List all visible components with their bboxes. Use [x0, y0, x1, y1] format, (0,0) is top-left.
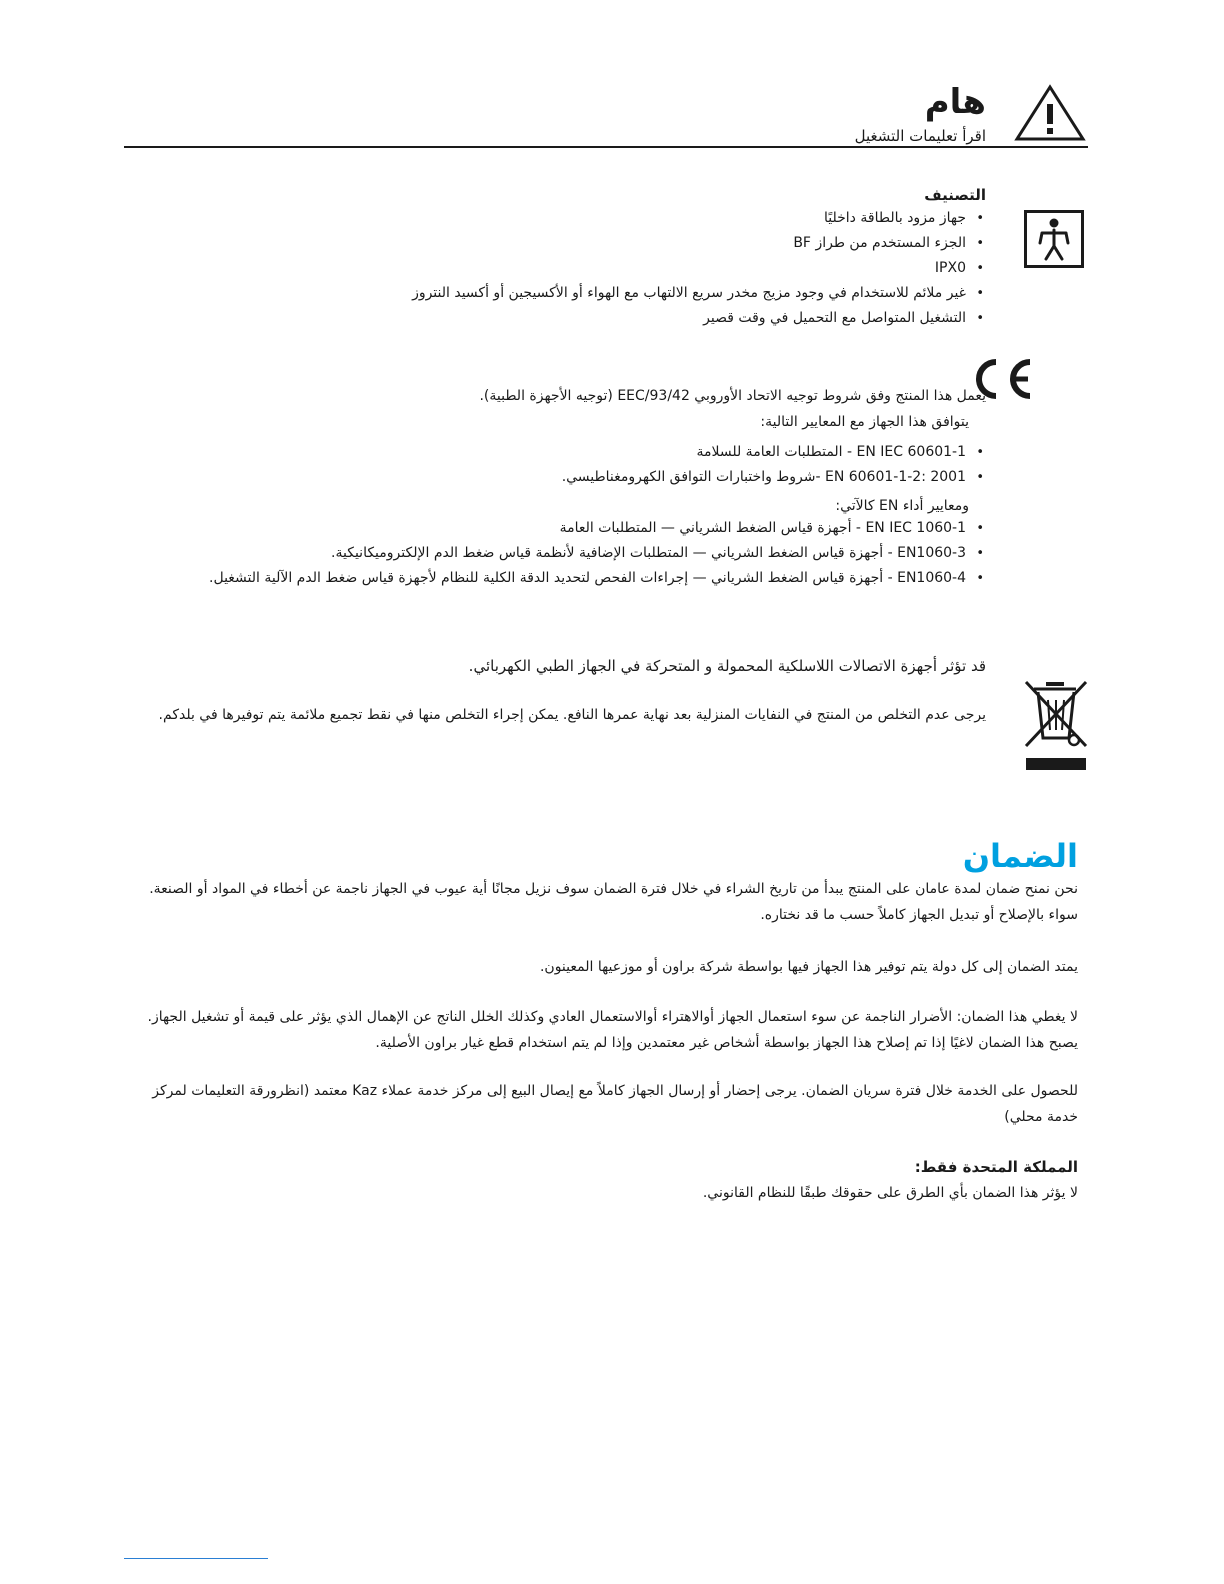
type-bf-applied-part-icon — [1024, 210, 1084, 268]
warranty-paragraph: نحن نمنح ضمان لمدة عامان على المنتج يبدأ من تاريخ الشراء في خلال فترة الضمان سوف نزيل مجانًا أية عيوب في الجهاز ناجمة عن أخطاء في المواد أو الصنعة. سواء بالإصلاح أو تبديل الجهاز كاملاً حسب ما قد نختاره. — [149, 881, 1078, 923]
list-item: • IPX0 — [266, 256, 986, 281]
warranty-paragraph: يمتد الضمان إلى كل دولة يتم توفير هذا الجهاز فيها بواسطة شركة براون أو موزعيها المعينون. — [539, 959, 1078, 975]
list-item: • EN1060-3 - أجهزة قياس الضغط الشرياني — المتطلبات الإضافية لأنظمة قياس ضغط الدم الإلكتروميكانيكية. — [126, 541, 986, 566]
performance-standards-list — [126, 516, 986, 591]
page-title: هام — [924, 82, 986, 122]
disposal-text: يرجى عدم التخلص من المنتج في النفايات المنزلية بعد نهاية عمرها النافع. يمكن إجراء التخلص منها في نقط تجميع ملائمة يتم توفيرها في بلدكم. — [158, 707, 986, 723]
footer-divider — [124, 1558, 268, 1559]
performance-intro: ومعايير أداء EN كالآتي: — [835, 498, 969, 514]
classification-list — [266, 206, 986, 331]
list-item: • جهاز مزود بالطاقة داخليًا — [266, 206, 986, 231]
list-item: • الجزء المستخدم من طراز BF — [266, 231, 986, 256]
page-subtitle: اقرأ تعليمات التشغيل — [854, 127, 986, 145]
classification-section — [266, 184, 986, 331]
ce-directive-text: يعمل هذا المنتج وفق شروط توجيه الاتحاد الأوروبي EEC/93/42 (توجيه الأجهزة الطبية). — [479, 388, 986, 404]
wireless-warning: قد تؤثر أجهزة الاتصالات اللاسلكية المحمولة و المتحركة في الجهاز الطبي الكهربائي. — [468, 657, 986, 675]
list-item: • EN 60601-1-2: 2001 -شروط واختبارات التوافق الكهرومغناطيسي. — [126, 465, 986, 490]
warranty-title: الضمان — [962, 837, 1078, 875]
list-item: • التشغيل المتواصل مع التحميل في وقت قصير — [266, 306, 986, 331]
classification-title: التصنيف — [924, 186, 986, 204]
list-item: • EN1060-4 - أجهزة قياس الضغط الشرياني — إجراءات الفحص لتحديد الدقة الكلية للنظام لأجهزة قياس ضغط الدم الآلية التشغيل. — [126, 566, 986, 591]
crossed-out-wheelie-bin-icon — [1024, 680, 1088, 772]
standards-intro: يتوافق هذا الجهاز مع المعايير التالية: — [760, 414, 969, 430]
uk-only-title: المملكة المتحدة فقط: — [914, 1158, 1078, 1176]
list-item: • EN IEC 1060-1 - أجهزة قياس الضغط الشرياني — المتطلبات العامة — [126, 516, 986, 541]
list-item: • غير ملائم للاستخدام في وجود مزيج مخدر سريع الالتهاب مع الهواء أو الأكسيجين أو أكسيد النتروز — [266, 281, 986, 306]
warranty-paragraph: لا يغطي هذا الضمان: الأضرار الناجمة عن سوء استعمال الجهاز أوالاهتراء أوالاستعمال العادي وكذلك الخلل الناتج عن الإهمال الذي يؤثر على قيمة أو تشغيل الجهاز. يصبح هذا الضمان لاغيًا إذا تم إصلاح هذا الجهاز بواسطة أشخاص غير معتمدين وإذا لم يتم استخدام قطع غيار براون الأصلية. — [147, 1009, 1078, 1051]
uk-only-text: لا يؤثر هذا الضمان بأي الطرق على حقوقك طبقًا للنظام القانوني. — [702, 1185, 1078, 1201]
list-item: • EN IEC 60601-1 - المتطلبات العامة للسلامة — [126, 440, 986, 465]
warning-triangle-icon — [1014, 84, 1086, 142]
header-divider — [124, 146, 1088, 148]
warranty-paragraph: للحصول على الخدمة خلال فترة سريان الضمان. يرجى إحضار أو إرسال الجهاز كاملاً مع إيصال البيع إلى مركز خدمة عملاء Kaz معتمد (انظرورقة التعليمات لمركز خدمة محلي) — [152, 1083, 1078, 1125]
standards-list — [126, 440, 986, 490]
